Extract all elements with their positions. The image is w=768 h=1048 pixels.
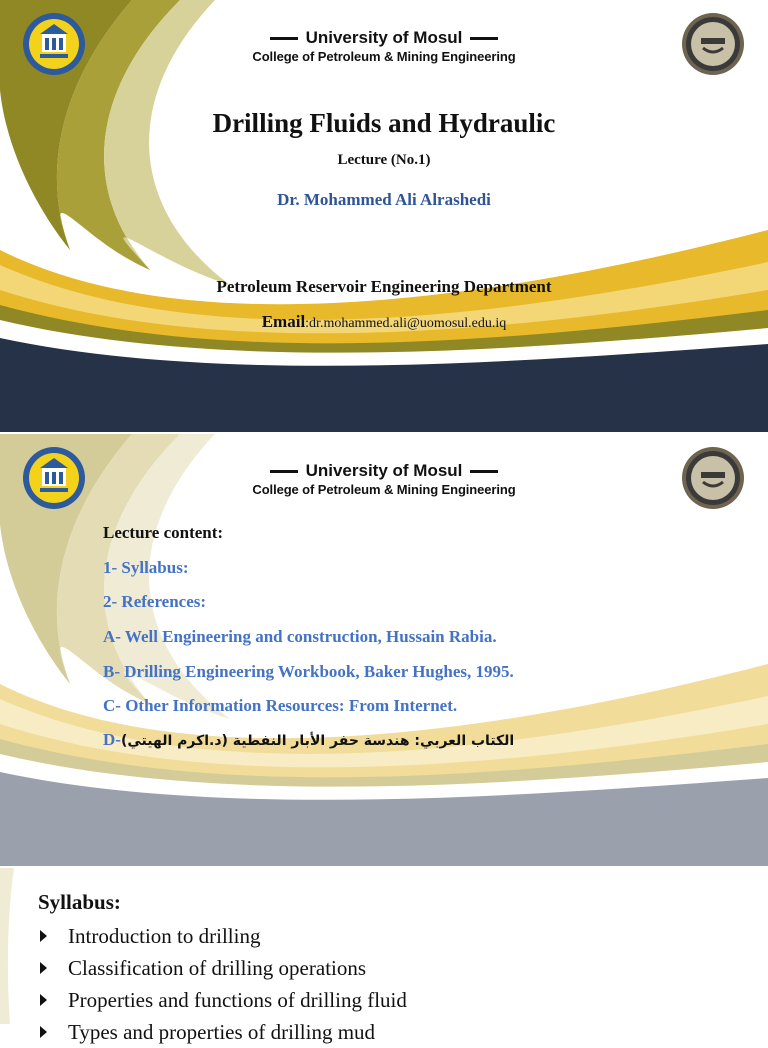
university-name: University of Mosul: [0, 461, 768, 481]
list-item: Introduction to drilling: [38, 920, 407, 952]
bullet-triangle-icon: [40, 930, 47, 942]
author-name: Dr. Mohammed Ali Alrashedi: [277, 190, 491, 209]
title-slide: [0, 0, 768, 432]
bullet-triangle-icon: [40, 1026, 47, 1038]
content-item-references: 2- References:: [103, 592, 207, 611]
email-line: [0, 312, 768, 332]
bullet-triangle-icon: [40, 962, 47, 974]
college-name: College of Petroleum & Mining Engineering: [252, 482, 516, 497]
department-name: Petroleum Reservoir Engineering Department: [216, 277, 552, 296]
lecture-content-heading: Lecture content:: [103, 523, 224, 542]
reference-item-a: A- Well Engineering and construction, Hussain Rabia.: [103, 627, 497, 646]
course-title: Drilling Fluids and Hydraulic: [212, 108, 556, 138]
content-item-syllabus: 1- Syllabus:: [103, 558, 189, 577]
reference-item-d: [103, 730, 514, 750]
syllabus-slide: [0, 868, 768, 1044]
list-item: Types and properties of drilling mud: [38, 1016, 407, 1048]
list-item: Classification of drilling operations: [38, 952, 407, 984]
slide2-university-header: [0, 461, 768, 499]
reference-item-d-prefix: D-: [103, 730, 121, 749]
reference-item-b: B- Drilling Engineering Workbook, Baker Hughes, 1995.: [103, 662, 514, 681]
lecture-content-slide: [0, 434, 768, 866]
syllabus-heading: Syllabus:: [38, 890, 121, 914]
university-name: University of Mosul: [0, 28, 768, 48]
syllabus-list: [38, 920, 407, 1048]
reference-item-d-arabic: الكتاب العربي: هندسة حفر الأبار النفطية (د.اكرم الهيتي): [120, 733, 515, 749]
list-item: Properties and functions of drilling fluid: [38, 984, 407, 1016]
reference-item-c: C- Other Information Resources: From Internet.: [103, 696, 458, 715]
college-name: College of Petroleum & Mining Engineering: [252, 49, 516, 64]
email-label: Email: [261, 312, 306, 331]
bullet-triangle-icon: [40, 994, 47, 1006]
lecture-number: Lecture (No.1): [337, 152, 431, 168]
slide1-university-header: [0, 28, 768, 66]
email-address: :dr.mohammed.ali@uomosul.edu.iq: [305, 316, 507, 331]
